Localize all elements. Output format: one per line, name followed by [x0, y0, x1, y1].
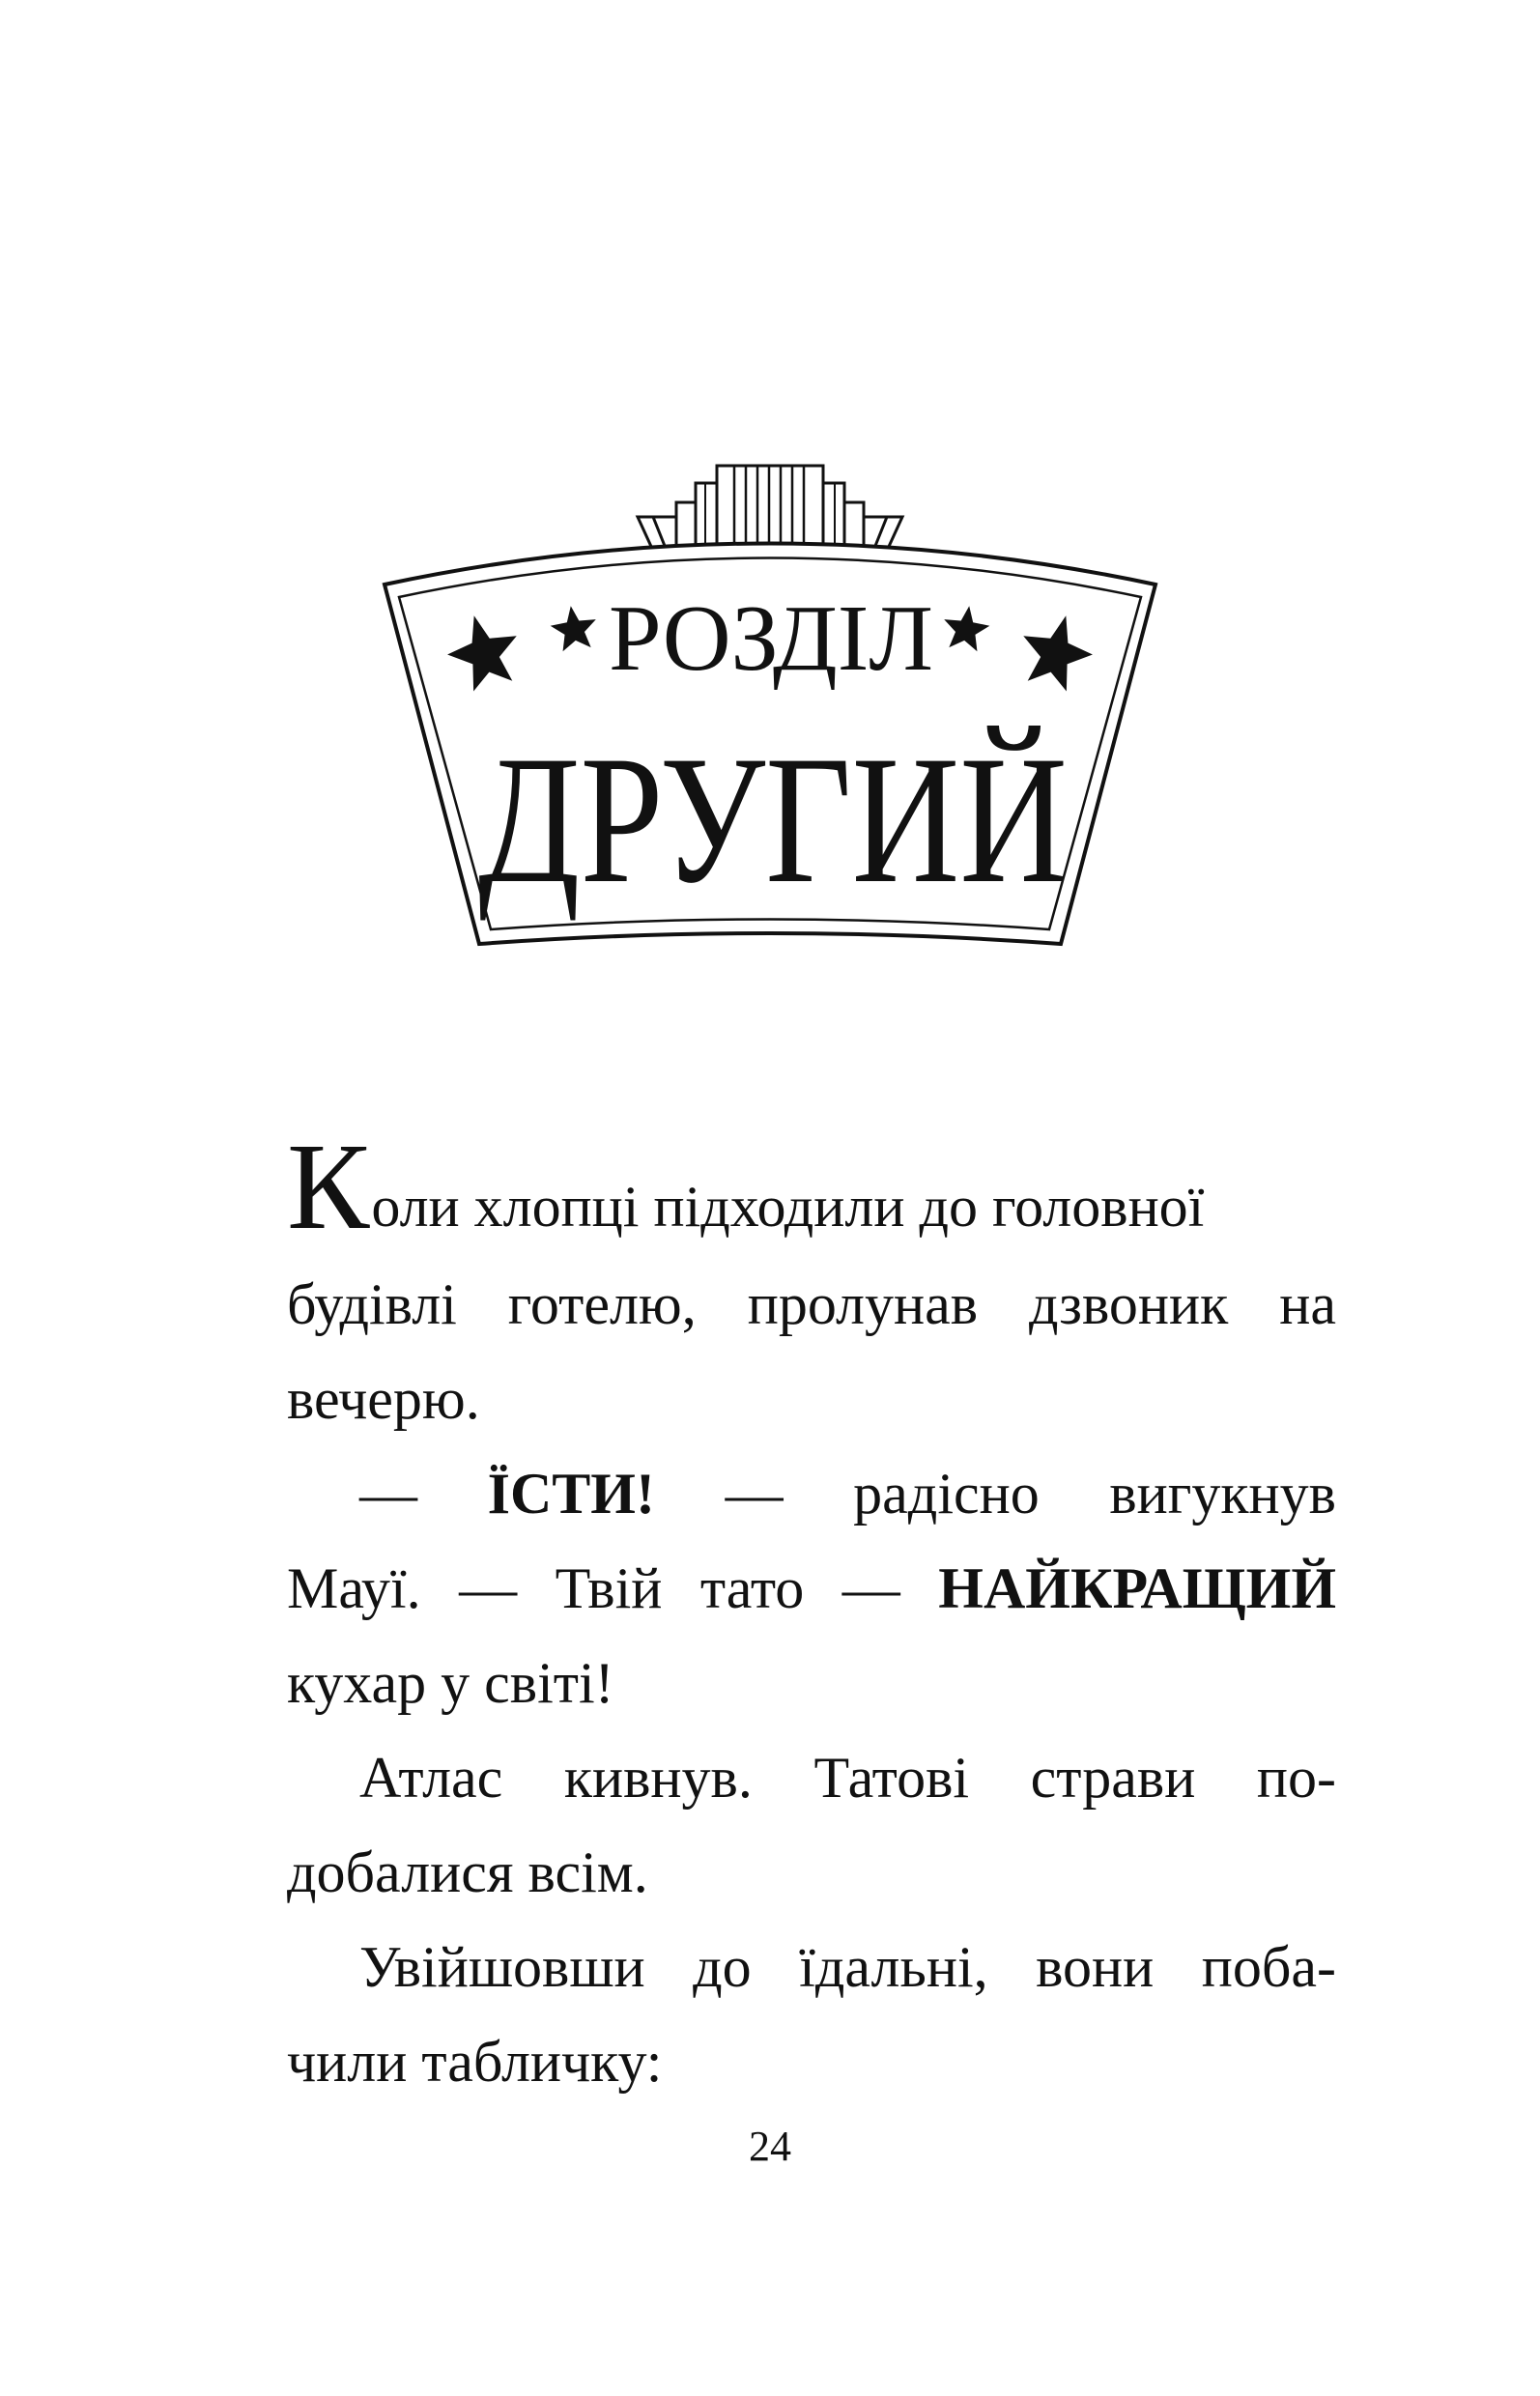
dialogue-line [359, 1462, 1336, 1526]
paragraph-line: добалися всім. [287, 1840, 648, 1904]
paragraph-line: будівлі готелю, пролунав дзвоник на [287, 1272, 1336, 1336]
page-number: 24 [749, 2123, 791, 2170]
paragraph-line: Увійшовши до їдальні, вони поба- [359, 1935, 1336, 1999]
dash: — [359, 1462, 488, 1526]
drop-cap: К [287, 1118, 370, 1255]
line-text: Мауї. — Твій тато — [287, 1556, 939, 1620]
bold-exclamation: ЇСТИ! [487, 1462, 655, 1526]
paragraph-line: Атлас кивнув. Татові страви по- [359, 1746, 1336, 1810]
crown-ornament-icon [638, 466, 902, 551]
paragraph-line: вечерю. [287, 1367, 480, 1431]
chapter-number: ДРУГИЙ [478, 719, 1068, 922]
paragraph-line: чили табличку: [287, 2030, 663, 2094]
paragraph-line [287, 1118, 1336, 1255]
chapter-heading-emblem [0, 0, 1540, 1024]
line-text: — радісно вигукнув [654, 1462, 1336, 1526]
dialogue-line [287, 1556, 1336, 1620]
chapter-label: РОЗДІЛ [609, 586, 933, 691]
paragraph-line: кухар у світі! [287, 1651, 614, 1715]
line-text: оли хлопці підходили до головної [371, 1175, 1205, 1239]
bold-emphasis: НАЙКРАЩИЙ [938, 1556, 1336, 1620]
